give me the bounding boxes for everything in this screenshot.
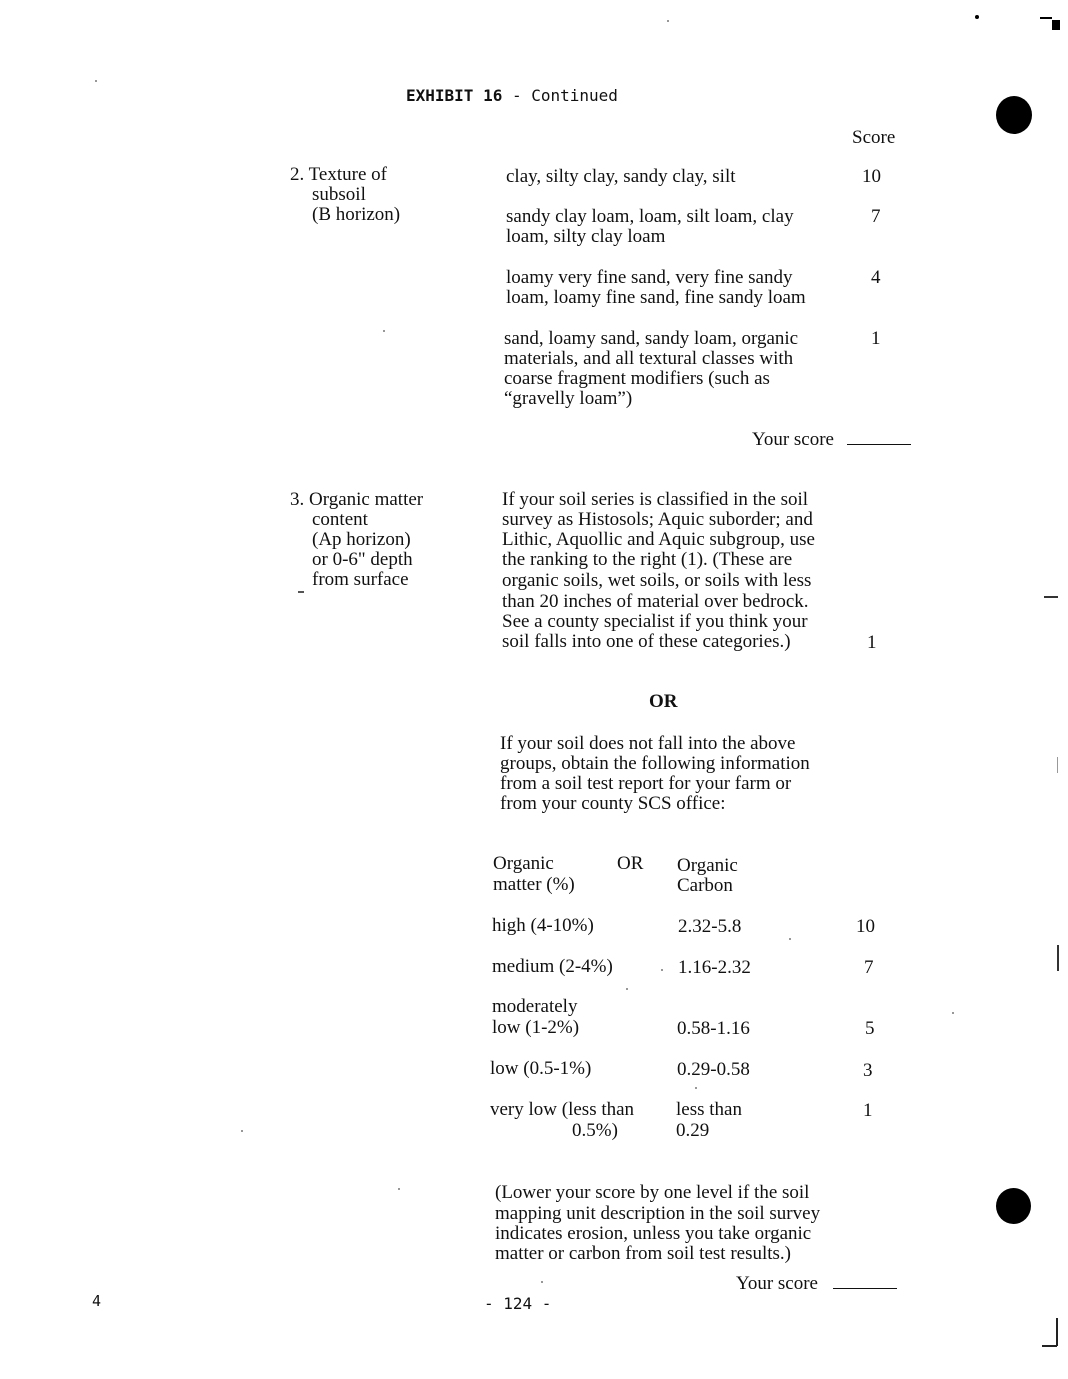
table-row-1-matter: high (4-10%) [492, 915, 594, 936]
texture-row-4-line3: coarse fragment modifiers (such as [504, 368, 770, 389]
score-column-header: Score [852, 127, 896, 148]
scan-speck [975, 15, 979, 19]
binder-hole-top [996, 96, 1032, 134]
section2-label-line3: (B horizon) [312, 204, 401, 225]
para2-line3: from a soil test report for your farm or [500, 773, 792, 794]
para1-line8: soil falls into one of these categories.) [502, 631, 791, 652]
section3-label-line5: from surface [312, 569, 409, 590]
scan-speck [626, 988, 628, 990]
table-row-4-score: 3 [863, 1060, 873, 1081]
para1-line2: survey as Histosols; Aquic suborder; and [502, 509, 813, 530]
table-row-2-score: 7 [864, 957, 874, 978]
table-row-4-carbon: 0.29-0.58 [677, 1059, 750, 1080]
scan-speck [952, 1012, 954, 1014]
table-row-3-matter-line1: moderately [492, 996, 578, 1017]
section3-label-line2: content [312, 509, 368, 530]
table-row-3-matter-line2: low (1-2%) [492, 1017, 580, 1038]
section2-your-score-label: Your score [752, 429, 834, 450]
texture-row-3-line1: loamy very fine sand, very fine sandy [506, 267, 793, 288]
scan-speck [541, 1281, 543, 1283]
scan-speck [398, 1188, 400, 1190]
texture-row-2-score: 7 [871, 206, 881, 227]
texture-row-4-score: 1 [871, 328, 881, 349]
note-line3: indicates erosion, unless you take organic [495, 1223, 812, 1244]
corner-mark [1052, 20, 1060, 30]
para1-score: 1 [867, 632, 877, 653]
texture-row-4-line2: materials, and all textural classes with [504, 348, 794, 369]
table-row-3-score: 5 [865, 1018, 875, 1039]
scan-speck [667, 20, 669, 22]
texture-row-4-line1: sand, loamy sand, sandy loam, organic [504, 328, 799, 349]
corner-mark-line [1040, 17, 1052, 19]
scan-dash [298, 591, 304, 593]
table-row-5-carbon-line1: less than [676, 1099, 742, 1120]
section2-label-line2: subsoil [312, 184, 366, 205]
texture-row-3-score: 4 [871, 267, 881, 288]
section2-label-line1: 2. Texture of [290, 164, 387, 185]
note-line2: mapping unit description in the soil survey [495, 1203, 821, 1224]
or-separator: OR [649, 691, 678, 712]
table-row-5-matter-line1: very low (less than [490, 1099, 635, 1120]
table-header-carbon-line1: Organic [677, 855, 738, 876]
margin-number: 4 [92, 1292, 102, 1310]
para1-line3: Lithic, Aquollic and Aquic subgroup, use [502, 529, 815, 550]
table-header-carbon-line2: Carbon [677, 875, 733, 896]
para2-line2: groups, obtain the following information [500, 753, 810, 774]
edge-mark [1057, 757, 1058, 773]
para2-line4: from your county SCS office: [500, 793, 726, 814]
table-header-matter-line1: Organic [493, 853, 554, 874]
texture-row-2-line1: sandy clay loam, loam, silt loam, clay [506, 206, 794, 227]
bracket-mark [1042, 1345, 1057, 1347]
para1-line5: organic soils, wet soils, or soils with less [502, 570, 812, 591]
para1-line4: the ranking to the right (1). (These are [502, 549, 793, 570]
table-row-2-carbon: 1.16-2.32 [678, 957, 751, 978]
exhibit-title [406, 86, 618, 106]
exhibit-label: EXHIBIT 16 [406, 86, 503, 105]
edge-mark [1057, 945, 1059, 971]
scan-speck [95, 80, 97, 82]
para1-line1: If your soil series is classified in the soil [502, 489, 809, 510]
table-row-5-matter-line2: 0.5%) [572, 1120, 618, 1141]
texture-row-1-score: 10 [862, 166, 881, 187]
binder-hole-bottom [996, 1188, 1031, 1224]
texture-row-1-text: clay, silty clay, sandy clay, silt [506, 166, 736, 187]
section3-your-score [736, 1274, 897, 1294]
scan-speck [695, 1087, 697, 1089]
exhibit-continued: - Continued [511, 86, 618, 105]
para1-line7: See a county specialist if you think your [502, 611, 808, 632]
table-row-1-score: 10 [856, 916, 875, 937]
scan-speck [661, 969, 663, 971]
table-header-or: OR [617, 853, 644, 874]
table-row-5-score: 1 [863, 1100, 873, 1121]
texture-row-3-line2: loam, loamy fine sand, fine sandy loam [506, 287, 806, 308]
table-row-3-carbon: 0.58-1.16 [677, 1018, 750, 1039]
section3-label-line4: or 0-6" depth [312, 549, 413, 570]
texture-row-4-line4: “gravelly loam”) [504, 388, 633, 409]
edge-mark [1044, 596, 1058, 598]
para2-line1: If your soil does not fall into the above [500, 733, 796, 754]
bracket-mark [1056, 1318, 1058, 1346]
page-number: - 124 - [484, 1294, 552, 1313]
texture-row-2-line2: loam, silty clay loam [506, 226, 666, 247]
note-line1: (Lower your score by one level if the soil [495, 1182, 810, 1203]
table-row-4-matter: low (0.5-1%) [490, 1058, 592, 1079]
table-row-1-carbon: 2.32-5.8 [678, 916, 742, 937]
para1-line6: than 20 inches of material over bedrock. [502, 591, 809, 612]
section3-your-score-label: Your score [736, 1273, 818, 1294]
section2-your-score [752, 430, 911, 450]
scan-speck [789, 938, 791, 940]
table-header-matter-line2: matter (%) [493, 874, 575, 895]
section3-label-line3: (Ap horizon) [312, 529, 411, 550]
note-line4: matter or carbon from soil test results.) [495, 1243, 792, 1264]
table-row-2-matter: medium (2-4%) [492, 956, 613, 977]
section2-score-blank[interactable] [847, 444, 911, 445]
section3-score-blank[interactable] [833, 1288, 897, 1289]
scan-speck [241, 1130, 243, 1132]
section3-label-line1: 3. Organic matter [290, 489, 424, 510]
table-row-5-carbon-line2: 0.29 [676, 1120, 710, 1141]
scan-speck [383, 330, 385, 332]
